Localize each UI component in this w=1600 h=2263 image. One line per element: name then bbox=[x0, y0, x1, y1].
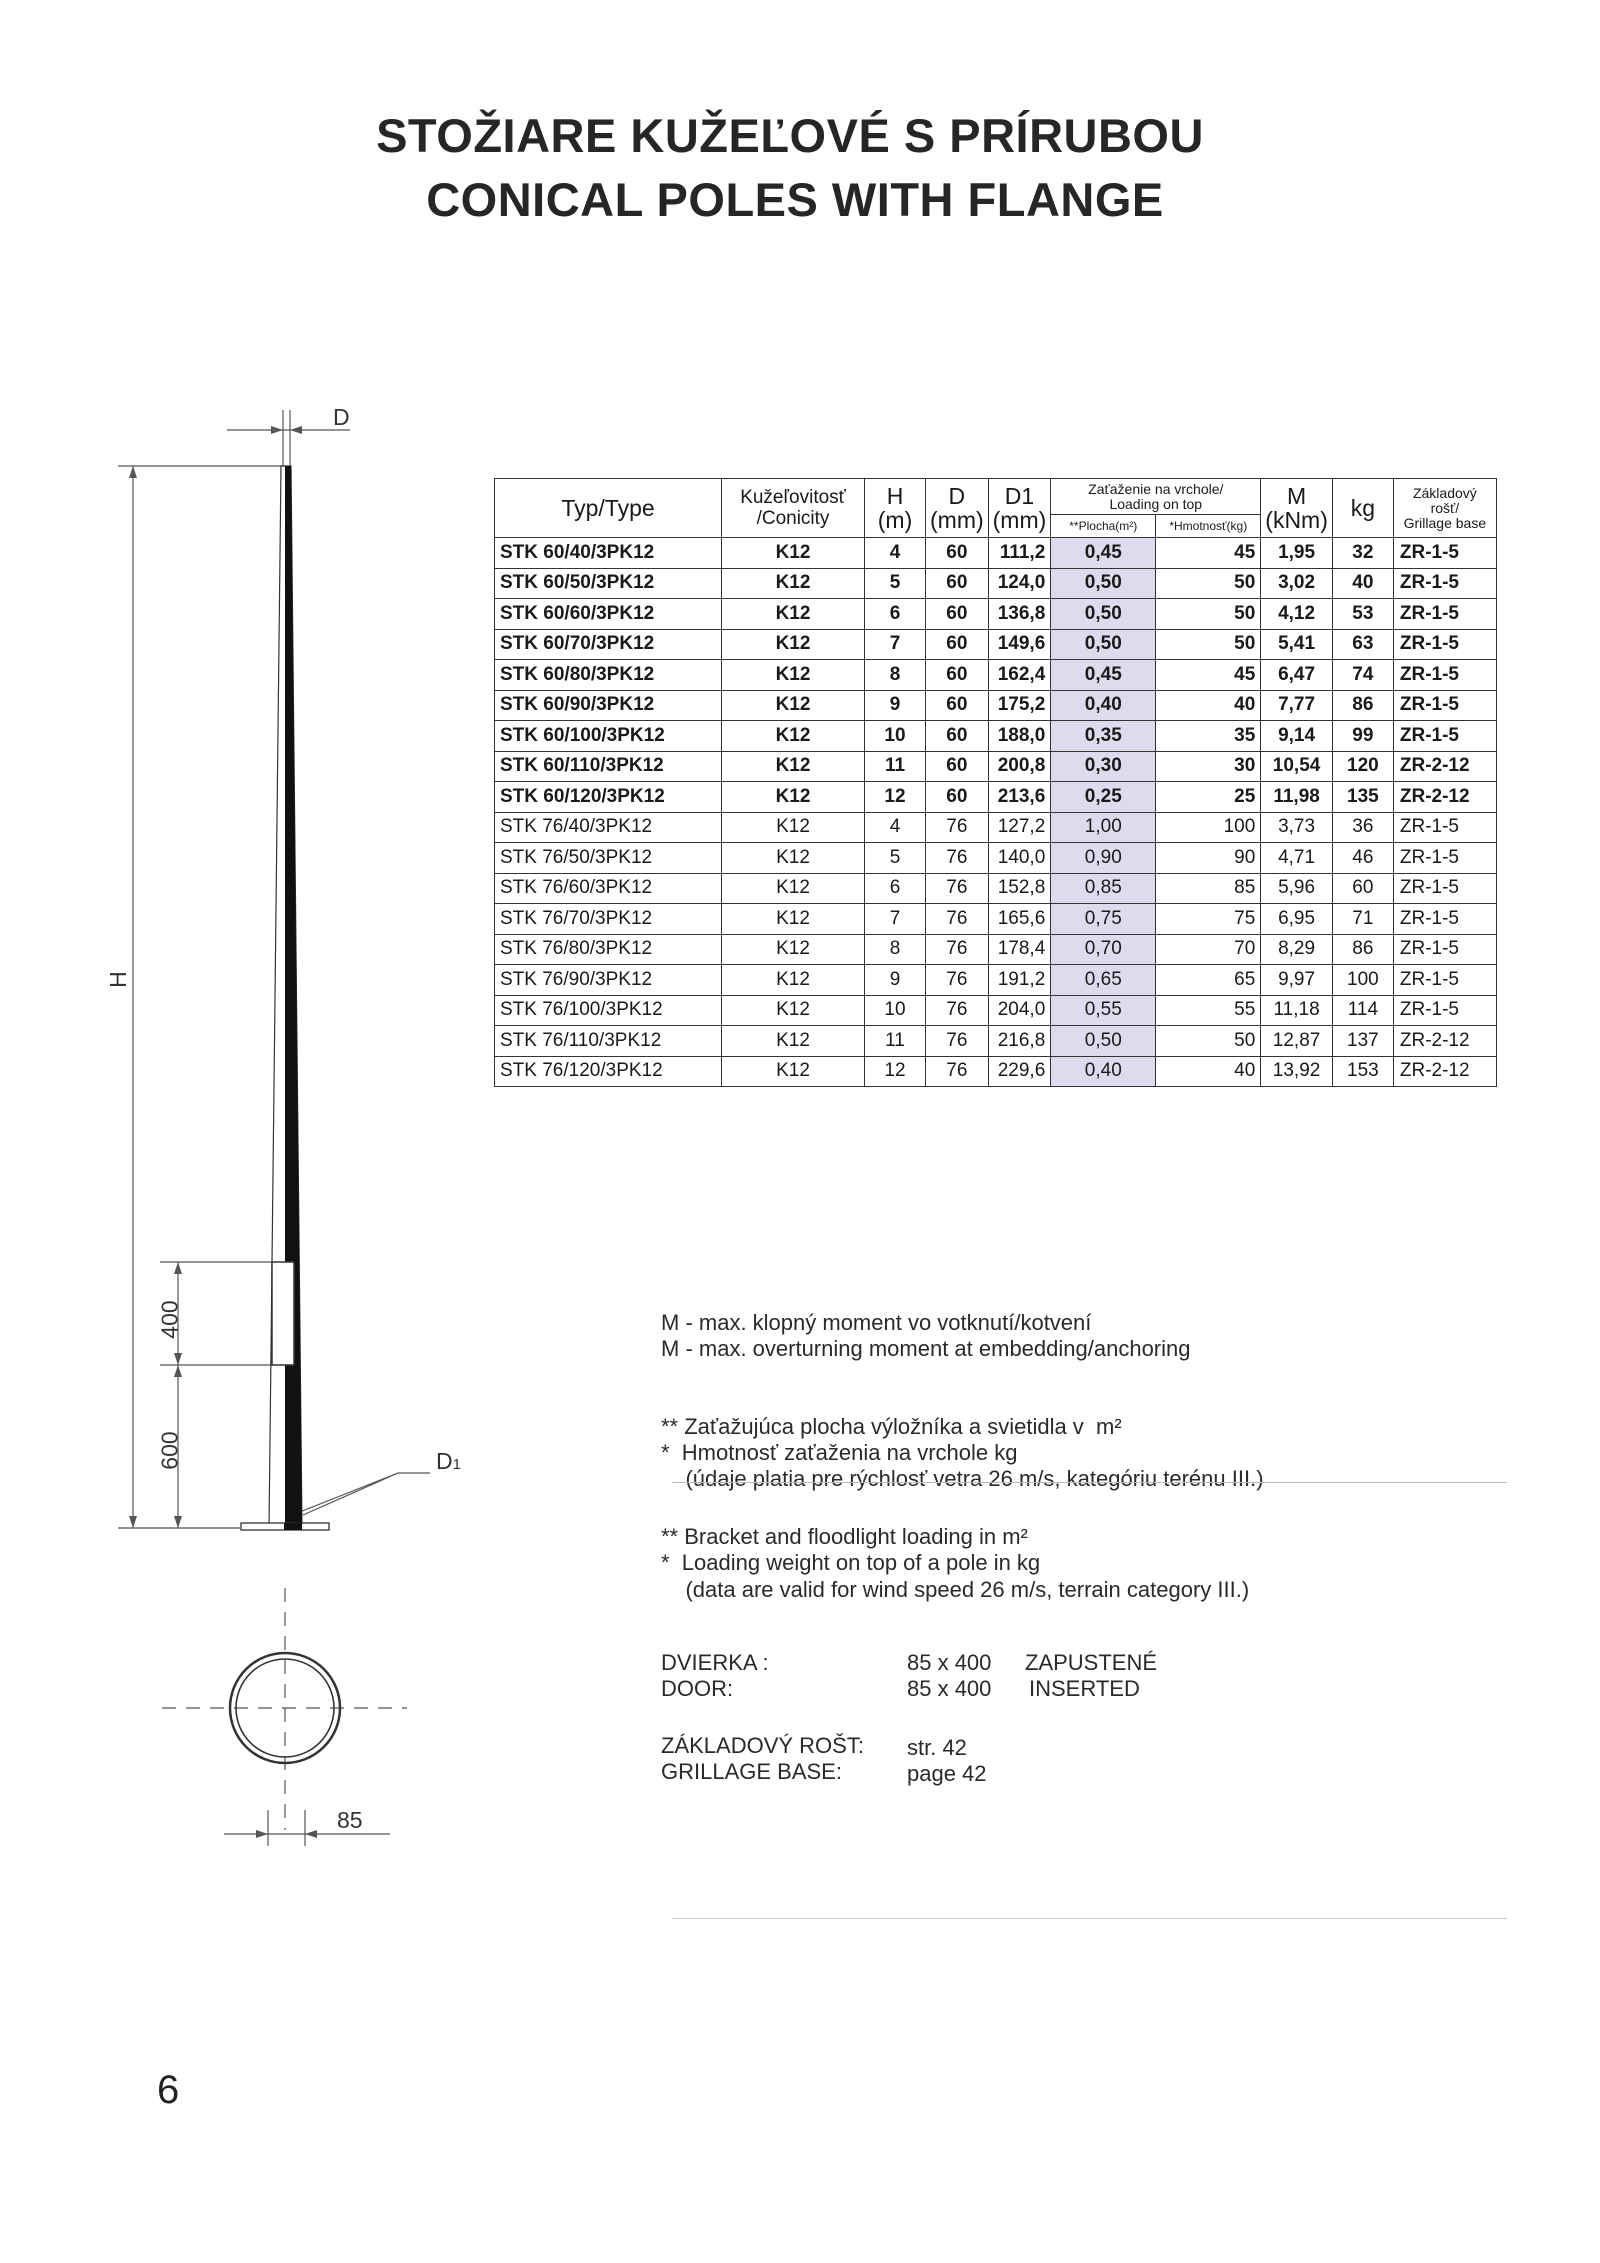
cell-type: STK 76/90/3PK12 bbox=[495, 965, 722, 996]
table-row bbox=[495, 873, 1497, 904]
cell-kg: 60 bbox=[1332, 873, 1393, 904]
cell-d1: 152,8 bbox=[988, 873, 1051, 904]
cell-base: ZR-2-12 bbox=[1393, 782, 1496, 813]
cell-hmotnost: 55 bbox=[1156, 995, 1261, 1026]
cell-conicity: K12 bbox=[722, 934, 865, 965]
cell-conicity: K12 bbox=[722, 843, 865, 874]
door-type-sk: ZAPUSTENÉ bbox=[1025, 1650, 1158, 1675]
d1-label bbox=[436, 1448, 461, 1475]
cell-d1: 175,2 bbox=[988, 690, 1051, 721]
cell-kg: 114 bbox=[1332, 995, 1393, 1026]
cell-m: 5,96 bbox=[1261, 873, 1333, 904]
cell-kg: 71 bbox=[1332, 904, 1393, 935]
loading-note-en-1: ** Bracket and floodlight loading in m² bbox=[661, 1524, 1028, 1549]
cell-d: 76 bbox=[926, 1026, 989, 1057]
table-row bbox=[495, 1026, 1497, 1057]
table-row bbox=[495, 629, 1497, 660]
cell-type: STK 76/100/3PK12 bbox=[495, 995, 722, 1026]
cell-type: STK 76/110/3PK12 bbox=[495, 1026, 722, 1057]
cell-conicity: K12 bbox=[722, 904, 865, 935]
cell-h: 9 bbox=[865, 965, 926, 996]
d1-label-sub: 1 bbox=[452, 1456, 461, 1473]
table-row bbox=[495, 904, 1497, 935]
cell-kg: 36 bbox=[1332, 812, 1393, 843]
cell-m: 10,54 bbox=[1261, 751, 1333, 782]
cell-hmotnost: 45 bbox=[1156, 660, 1261, 691]
cell-m: 3,73 bbox=[1261, 812, 1333, 843]
cell-type: STK 60/100/3PK12 bbox=[495, 721, 722, 752]
door-arrow-top bbox=[174, 1262, 182, 1274]
cell-hmotnost: 50 bbox=[1156, 1026, 1261, 1057]
cell-m: 4,12 bbox=[1261, 599, 1333, 630]
cell-hmotnost: 40 bbox=[1156, 690, 1261, 721]
cell-type: STK 60/60/3PK12 bbox=[495, 599, 722, 630]
cell-hmotnost: 50 bbox=[1156, 599, 1261, 630]
cell-plocha: 0,45 bbox=[1051, 538, 1156, 569]
d1-leader-2 bbox=[303, 1473, 398, 1515]
cell-d: 76 bbox=[926, 812, 989, 843]
cell-m: 9,97 bbox=[1261, 965, 1333, 996]
col-base-header: Základový rošť/ Grillage base bbox=[1393, 479, 1496, 538]
cell-base: ZR-1-5 bbox=[1393, 690, 1496, 721]
cell-kg: 99 bbox=[1332, 721, 1393, 752]
cell-m: 3,02 bbox=[1261, 568, 1333, 599]
cell-base: ZR-1-5 bbox=[1393, 599, 1496, 630]
cell-base: ZR-2-12 bbox=[1393, 1026, 1496, 1057]
col-type-header: Typ/Type bbox=[495, 479, 722, 538]
cell-d: 60 bbox=[926, 599, 989, 630]
cell-conicity: K12 bbox=[722, 721, 865, 752]
cell-conicity: K12 bbox=[722, 782, 865, 813]
cell-m: 6,47 bbox=[1261, 660, 1333, 691]
cell-m: 9,14 bbox=[1261, 721, 1333, 752]
cell-m: 8,29 bbox=[1261, 934, 1333, 965]
cell-type: STK 60/40/3PK12 bbox=[495, 538, 722, 569]
cell-plocha: 0,40 bbox=[1051, 690, 1156, 721]
cell-conicity: K12 bbox=[722, 1056, 865, 1087]
cell-m: 5,41 bbox=[1261, 629, 1333, 660]
cell-m: 13,92 bbox=[1261, 1056, 1333, 1087]
cell-h: 10 bbox=[865, 721, 926, 752]
table-row bbox=[495, 1056, 1497, 1087]
cell-kg: 46 bbox=[1332, 843, 1393, 874]
cell-h: 5 bbox=[865, 568, 926, 599]
cell-h: 9 bbox=[865, 690, 926, 721]
cell-type: STK 60/70/3PK12 bbox=[495, 629, 722, 660]
door-width-label: 85 bbox=[337, 1807, 363, 1833]
table-row bbox=[495, 843, 1497, 874]
h-label: H bbox=[104, 971, 131, 988]
moment-note-sk: M - max. klopný moment vo votknutí/kotvení bbox=[661, 1310, 1092, 1335]
cell-kg: 63 bbox=[1332, 629, 1393, 660]
table-header-row bbox=[495, 479, 1497, 515]
d-label: D bbox=[333, 404, 350, 430]
cell-hmotnost: 25 bbox=[1156, 782, 1261, 813]
cell-d1: 229,6 bbox=[988, 1056, 1051, 1087]
col-loading-header: Zaťaženie na vrchole/ Loading on top bbox=[1051, 479, 1261, 515]
cell-kg: 74 bbox=[1332, 660, 1393, 691]
cell-type: STK 76/70/3PK12 bbox=[495, 904, 722, 935]
cell-d: 76 bbox=[926, 995, 989, 1026]
door-arrow-mid-up bbox=[174, 1353, 182, 1365]
cell-kg: 40 bbox=[1332, 568, 1393, 599]
cell-hmotnost: 85 bbox=[1156, 873, 1261, 904]
cell-h: 12 bbox=[865, 782, 926, 813]
cell-plocha: 0,45 bbox=[1051, 660, 1156, 691]
d-arrow-left bbox=[271, 426, 283, 434]
table-row bbox=[495, 812, 1497, 843]
table-row bbox=[495, 782, 1497, 813]
cell-d: 76 bbox=[926, 1056, 989, 1087]
cell-base: ZR-1-5 bbox=[1393, 538, 1496, 569]
col-h-header: H (m) bbox=[865, 479, 926, 538]
cell-d: 60 bbox=[926, 782, 989, 813]
cell-type: STK 76/40/3PK12 bbox=[495, 812, 722, 843]
footer-divider bbox=[672, 1918, 1507, 1919]
cell-m: 11,98 bbox=[1261, 782, 1333, 813]
cell-d1: 111,2 bbox=[988, 538, 1051, 569]
cell-plocha: 0,50 bbox=[1051, 629, 1156, 660]
cell-hmotnost: 30 bbox=[1156, 751, 1261, 782]
cell-hmotnost: 70 bbox=[1156, 934, 1261, 965]
cell-kg: 32 bbox=[1332, 538, 1393, 569]
cell-h: 12 bbox=[865, 1056, 926, 1087]
cell-base: ZR-1-5 bbox=[1393, 904, 1496, 935]
cell-m: 11,18 bbox=[1261, 995, 1333, 1026]
door-size-sk: 85 x 400 bbox=[907, 1650, 992, 1675]
cell-hmotnost: 40 bbox=[1156, 1056, 1261, 1087]
door-size-en: 85 x 400 bbox=[907, 1676, 992, 1701]
cell-base: ZR-1-5 bbox=[1393, 934, 1496, 965]
cell-hmotnost: 45 bbox=[1156, 538, 1261, 569]
door-type-en: INSERTED bbox=[1029, 1676, 1140, 1701]
cell-conicity: K12 bbox=[722, 568, 865, 599]
cell-h: 8 bbox=[865, 660, 926, 691]
cell-conicity: K12 bbox=[722, 1026, 865, 1057]
cell-base: ZR-1-5 bbox=[1393, 660, 1496, 691]
cell-d: 60 bbox=[926, 690, 989, 721]
cell-hmotnost: 65 bbox=[1156, 965, 1261, 996]
door-offset-label: 600 bbox=[156, 1431, 183, 1470]
door-label-en: DOOR: bbox=[661, 1676, 734, 1701]
cell-d1: 178,4 bbox=[988, 934, 1051, 965]
loading-note-en-2: * Loading weight on top of a pole in kg bbox=[661, 1550, 1041, 1575]
pole-door bbox=[272, 1262, 294, 1365]
table-row bbox=[495, 599, 1497, 630]
col-plocha-header: **Plocha(m²) bbox=[1051, 515, 1156, 538]
cell-hmotnost: 100 bbox=[1156, 812, 1261, 843]
cell-base: ZR-1-5 bbox=[1393, 629, 1496, 660]
cell-h: 7 bbox=[865, 629, 926, 660]
cell-d: 60 bbox=[926, 629, 989, 660]
cell-conicity: K12 bbox=[722, 660, 865, 691]
cell-d1: 200,8 bbox=[988, 751, 1051, 782]
cell-d1: 140,0 bbox=[988, 843, 1051, 874]
cell-hmotnost: 50 bbox=[1156, 568, 1261, 599]
cell-kg: 100 bbox=[1332, 965, 1393, 996]
cell-d1: 124,0 bbox=[988, 568, 1051, 599]
cell-base: ZR-1-5 bbox=[1393, 812, 1496, 843]
cell-hmotnost: 35 bbox=[1156, 721, 1261, 752]
cell-d: 60 bbox=[926, 660, 989, 691]
cell-h: 11 bbox=[865, 751, 926, 782]
cell-plocha: 0,35 bbox=[1051, 721, 1156, 752]
cell-h: 4 bbox=[865, 538, 926, 569]
d1-label-main: D bbox=[436, 1448, 453, 1474]
cell-type: STK 76/50/3PK12 bbox=[495, 843, 722, 874]
door-arrow-bottom bbox=[174, 1516, 182, 1528]
cell-plocha: 0,30 bbox=[1051, 751, 1156, 782]
grillage-page-en: page 42 bbox=[907, 1761, 987, 1786]
cell-d1: 165,6 bbox=[988, 904, 1051, 935]
cell-plocha: 0,25 bbox=[1051, 782, 1156, 813]
cell-m: 1,95 bbox=[1261, 538, 1333, 569]
cell-conicity: K12 bbox=[722, 690, 865, 721]
grillage-label-en: GRILLAGE BASE: bbox=[661, 1759, 842, 1784]
cell-d1: 191,2 bbox=[988, 965, 1051, 996]
h-arrow-top bbox=[129, 466, 137, 478]
cell-hmotnost: 90 bbox=[1156, 843, 1261, 874]
cell-conicity: K12 bbox=[722, 629, 865, 660]
cell-kg: 86 bbox=[1332, 934, 1393, 965]
cell-type: STK 76/60/3PK12 bbox=[495, 873, 722, 904]
table-row bbox=[495, 751, 1497, 782]
cell-base: ZR-1-5 bbox=[1393, 873, 1496, 904]
cell-d: 76 bbox=[926, 873, 989, 904]
cell-base: ZR-2-12 bbox=[1393, 751, 1496, 782]
cell-base: ZR-2-12 bbox=[1393, 1056, 1496, 1087]
door-label-sk: DVIERKA : bbox=[661, 1650, 769, 1675]
door-width-arrow-left bbox=[256, 1830, 268, 1838]
specification-table bbox=[494, 478, 1497, 1087]
base-flange-core bbox=[284, 1523, 302, 1530]
cell-h: 11 bbox=[865, 1026, 926, 1057]
cell-type: STK 76/80/3PK12 bbox=[495, 934, 722, 965]
cell-plocha: 1,00 bbox=[1051, 812, 1156, 843]
table-row bbox=[495, 721, 1497, 752]
table-row bbox=[495, 965, 1497, 996]
cell-plocha: 0,90 bbox=[1051, 843, 1156, 874]
cell-plocha: 0,50 bbox=[1051, 568, 1156, 599]
cell-d1: 127,2 bbox=[988, 812, 1051, 843]
loading-note-en-3: (data are valid for wind speed 26 m/s, terrain category III.) bbox=[661, 1577, 1250, 1602]
cell-conicity: K12 bbox=[722, 873, 865, 904]
loading-note-sk-1: ** Zaťažujúca plocha výložníka a svietidla v m² bbox=[661, 1414, 1122, 1439]
cell-d1: 149,6 bbox=[988, 629, 1051, 660]
cell-type: STK 60/90/3PK12 bbox=[495, 690, 722, 721]
cell-hmotnost: 75 bbox=[1156, 904, 1261, 935]
grillage-page-sk: str. 42 bbox=[907, 1735, 967, 1760]
cell-m: 12,87 bbox=[1261, 1026, 1333, 1057]
cell-d1: 204,0 bbox=[988, 995, 1051, 1026]
cell-h: 6 bbox=[865, 599, 926, 630]
col-conicity-header: Kužeľovitosť /Conicity bbox=[722, 479, 865, 538]
cell-h: 8 bbox=[865, 934, 926, 965]
cell-kg: 153 bbox=[1332, 1056, 1393, 1087]
cell-d: 60 bbox=[926, 568, 989, 599]
door-width-arrow-right bbox=[305, 1830, 317, 1838]
cell-d1: 216,8 bbox=[988, 1026, 1051, 1057]
cell-d: 60 bbox=[926, 538, 989, 569]
cell-d: 76 bbox=[926, 904, 989, 935]
cell-h: 4 bbox=[865, 812, 926, 843]
cell-d1: 188,0 bbox=[988, 721, 1051, 752]
cell-d: 60 bbox=[926, 751, 989, 782]
cell-h: 10 bbox=[865, 995, 926, 1026]
moment-note-en: M - max. overturning moment at embedding/anchoring bbox=[661, 1336, 1191, 1361]
page-title-en: CONICAL POLES WITH FLANGE bbox=[426, 173, 1164, 226]
col-m-header: M (kNm) bbox=[1261, 479, 1333, 538]
cell-d: 76 bbox=[926, 965, 989, 996]
pole-shaft bbox=[285, 466, 302, 1528]
cell-d1: 136,8 bbox=[988, 599, 1051, 630]
cell-kg: 120 bbox=[1332, 751, 1393, 782]
cell-kg: 137 bbox=[1332, 1026, 1393, 1057]
cell-base: ZR-1-5 bbox=[1393, 995, 1496, 1026]
cell-kg: 53 bbox=[1332, 599, 1393, 630]
cell-d: 60 bbox=[926, 721, 989, 752]
cell-type: STK 76/120/3PK12 bbox=[495, 1056, 722, 1087]
cell-conicity: K12 bbox=[722, 538, 865, 569]
cell-conicity: K12 bbox=[722, 965, 865, 996]
door-arrow-mid-down bbox=[174, 1365, 182, 1377]
cell-d1: 213,6 bbox=[988, 782, 1051, 813]
cell-base: ZR-1-5 bbox=[1393, 843, 1496, 874]
cell-plocha: 0,85 bbox=[1051, 873, 1156, 904]
loading-note-sk-2: * Hmotnosť zaťaženia na vrchole kg bbox=[661, 1440, 1018, 1465]
cell-d1: 162,4 bbox=[988, 660, 1051, 691]
cell-base: ZR-1-5 bbox=[1393, 568, 1496, 599]
cell-h: 6 bbox=[865, 873, 926, 904]
col-kg-header: kg bbox=[1332, 479, 1393, 538]
cell-m: 4,71 bbox=[1261, 843, 1333, 874]
d-arrow-right bbox=[290, 426, 302, 434]
cell-plocha: 0,55 bbox=[1051, 995, 1156, 1026]
cell-plocha: 0,65 bbox=[1051, 965, 1156, 996]
grillage-label-sk: ZÁKLADOVÝ ROŠT: bbox=[661, 1733, 864, 1758]
cell-type: STK 60/120/3PK12 bbox=[495, 782, 722, 813]
cell-h: 5 bbox=[865, 843, 926, 874]
page-number: 6 bbox=[157, 2068, 180, 2112]
cell-h: 7 bbox=[865, 904, 926, 935]
col-d-header: D (mm) bbox=[926, 479, 989, 538]
cell-conicity: K12 bbox=[722, 751, 865, 782]
cell-conicity: K12 bbox=[722, 599, 865, 630]
page-title-sk: STOŽIARE KUŽEĽOVÉ S PRÍRUBOU bbox=[376, 109, 1204, 162]
cell-type: STK 60/50/3PK12 bbox=[495, 568, 722, 599]
cell-m: 7,77 bbox=[1261, 690, 1333, 721]
cell-kg: 86 bbox=[1332, 690, 1393, 721]
cell-hmotnost: 50 bbox=[1156, 629, 1261, 660]
cell-base: ZR-1-5 bbox=[1393, 965, 1496, 996]
cell-kg: 135 bbox=[1332, 782, 1393, 813]
table-row bbox=[495, 660, 1497, 691]
col-hmotnost-header: *Hmotnosť(kg) bbox=[1156, 515, 1261, 538]
cell-conicity: K12 bbox=[722, 995, 865, 1026]
col-d1-header: D1 (mm) bbox=[988, 479, 1051, 538]
cell-plocha: 0,50 bbox=[1051, 1026, 1156, 1057]
cell-d: 76 bbox=[926, 934, 989, 965]
cell-plocha: 0,40 bbox=[1051, 1056, 1156, 1087]
table-row bbox=[495, 995, 1497, 1026]
table-row bbox=[495, 690, 1497, 721]
cell-d: 76 bbox=[926, 843, 989, 874]
cell-plocha: 0,75 bbox=[1051, 904, 1156, 935]
specification-table-body bbox=[495, 538, 1497, 1087]
cell-base: ZR-1-5 bbox=[1393, 721, 1496, 752]
h-arrow-bottom bbox=[129, 1516, 137, 1528]
table-row bbox=[495, 538, 1497, 569]
cell-plocha: 0,70 bbox=[1051, 934, 1156, 965]
cell-conicity: K12 bbox=[722, 812, 865, 843]
door-height-label: 400 bbox=[156, 1300, 183, 1339]
table-row bbox=[495, 568, 1497, 599]
cell-plocha: 0,50 bbox=[1051, 599, 1156, 630]
cell-type: STK 60/110/3PK12 bbox=[495, 751, 722, 782]
cell-type: STK 60/80/3PK12 bbox=[495, 660, 722, 691]
cell-m: 6,95 bbox=[1261, 904, 1333, 935]
note-divider bbox=[672, 1482, 1507, 1483]
table-row bbox=[495, 934, 1497, 965]
loading-note-sk-3: (údaje platia pre rýchlosť vetra 26 m/s, kategóriu terénu III.) bbox=[661, 1466, 1264, 1491]
